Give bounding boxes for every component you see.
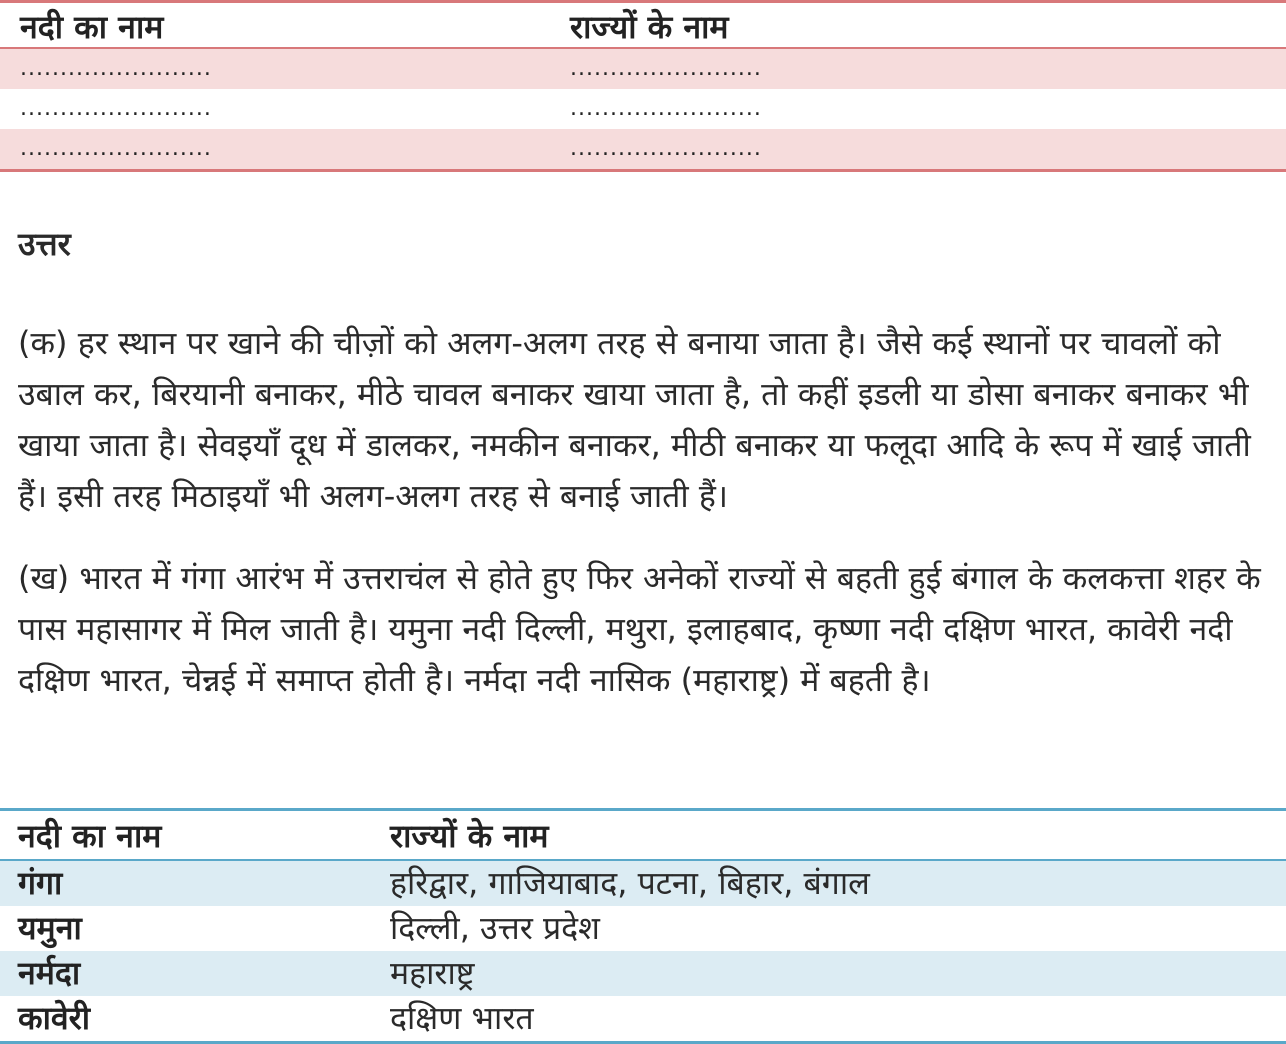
river-name-cell: कावेरी bbox=[18, 999, 91, 1037]
river-name-cell: नर्मदा bbox=[18, 954, 81, 992]
blank-river-cell: ........................ bbox=[20, 96, 212, 121]
answer-paragraph-kha: (ख) भारत में गंगा आरंभ में उत्तराचंल से होते हुए फिर अनेकों राज्यों से बहती हुई बंगाल के कलकत्ता शहर के पास महासागर में मिल जाती है। यमुना नदी दिल्ली, मथुरा, इलाहबाद, कृष्णा नदी दक्षिण भारत, कावेरी नदी दक्षिण भारत, चेन्नई में समाप्त होती है। नर्मदा नदी नासिक (महाराष्ट्र) में बहती है। bbox=[18, 559, 1261, 699]
state-names-cell: हरिद्वार, गाजियाबाद, पटना, बिहार, बंगाल bbox=[390, 864, 870, 902]
filled-river-table bbox=[0, 808, 1286, 1044]
state-names-cell: दिल्ली, उत्तर प्रदेश bbox=[390, 909, 600, 947]
table-row bbox=[0, 951, 1286, 996]
blank-river-cell: ........................ bbox=[20, 56, 212, 81]
table-row bbox=[0, 89, 1286, 129]
table-row bbox=[0, 861, 1286, 906]
table-row bbox=[0, 49, 1286, 89]
state-names-cell: महाराष्ट्र bbox=[390, 954, 475, 992]
state-names-cell: दक्षिण भारत bbox=[390, 999, 534, 1037]
blank-river-cell: ........................ bbox=[20, 136, 212, 161]
answer-paragraph-ka: (क) हर स्थान पर खाने की चीज़ों को अलग-अलग तरह से बनाया जाता है। जैसे कई स्थानों पर चावलों को उबाल कर, बिरयानी बनाकर, मीठे चावल बनाकर खाया जाता है, तो कहीं इडली या डोसा बनाकर बनाकर भी खाया जाता है। सेवइयाँ दूध में डालकर, नमकीन बनाकर, मीठी बनाकर या फलूदा आदि के रूप में खाई जाती हैं। इसी तरह मिठाइयाँ भी अलग-अलग तरह से बनाई जाती हैं। bbox=[18, 324, 1251, 515]
header-state-names: राज्यों के नाम bbox=[570, 8, 729, 46]
table-row bbox=[0, 129, 1286, 169]
table-row bbox=[0, 996, 1286, 1041]
header-river-name: नदी का नाम bbox=[20, 8, 164, 46]
river-name-cell: यमुना bbox=[18, 909, 82, 947]
blank-state-cell: ........................ bbox=[570, 96, 762, 121]
table-row bbox=[0, 906, 1286, 951]
header-river-name: नदी का नाम bbox=[18, 817, 162, 855]
filled-table-header-row bbox=[0, 811, 1286, 861]
answer-heading: उत्तर bbox=[18, 225, 71, 263]
blank-table-header-row bbox=[0, 3, 1286, 49]
blank-state-cell: ........................ bbox=[570, 136, 762, 161]
header-state-names: राज्यों के नाम bbox=[390, 817, 549, 855]
river-name-cell: गंगा bbox=[18, 864, 63, 902]
blank-river-table bbox=[0, 0, 1286, 172]
blank-state-cell: ........................ bbox=[570, 56, 762, 81]
